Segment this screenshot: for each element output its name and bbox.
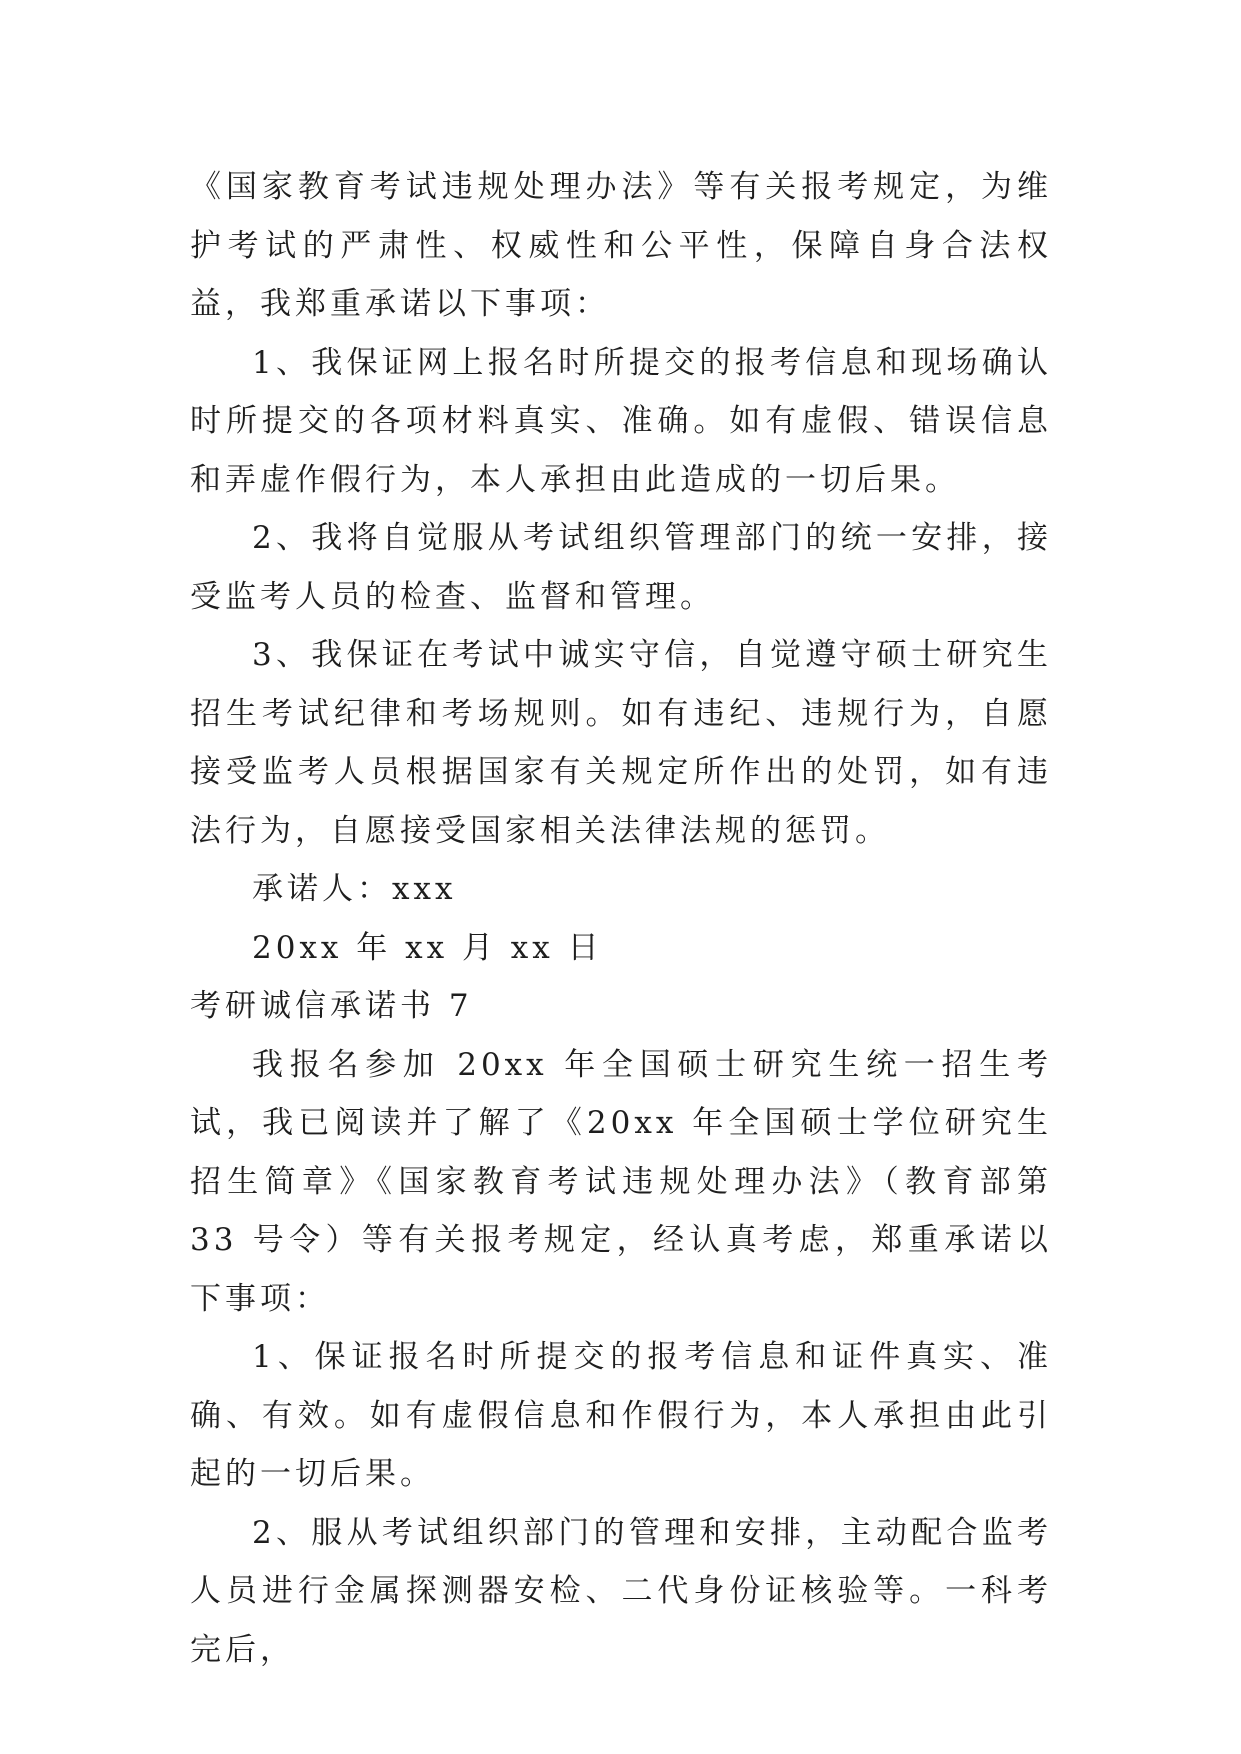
- section-heading: 考研诚信承诺书 7: [190, 988, 473, 1024]
- signer-line: 承诺人：xxx: [252, 871, 457, 907]
- document-body: [190, 158, 1052, 1679]
- date-line: 20xx 年 xx 月 xx 日: [252, 929, 603, 966]
- paragraph-7-item-1: 1、保证报名时所提交的报考信息和证件真实、准确、有效。如有虚假信息和作假行为，本人承担由此引起的一切后果。: [190, 1339, 1052, 1492]
- paragraph-item-3: 3、我保证在考试中诚实守信，自觉遵守硕士研究生招生考试纪律和考场规则。如有违纪、违规行为，自愿接受监考人员根据国家有关规定所作出的处罚，如有违法行为，自愿接受国家相关法律法规的惩罚。: [190, 637, 1052, 849]
- paragraph-7-item-2: 2、服从考试组织部门的管理和安排，主动配合监考人员进行金属探测器安检、二代身份证核验等。一科考完后，: [190, 1514, 1052, 1668]
- paragraph-intro-continued: 《国家教育考试违规处理办法》等有关报考规定，为维护考试的严肃性、权威性和公平性，保障自身合法权益，我郑重承诺以下事项：: [190, 169, 1052, 322]
- paragraph-item-2: 2、我将自觉服从考试组织管理部门的统一安排，接受监考人员的检查、监督和管理。: [190, 520, 1052, 615]
- paragraph-item-1: 1、我保证网上报名时所提交的报考信息和现场确认时所提交的各项材料真实、准确。如有虚假、错误信息和弄虚作假行为，本人承担由此造成的一切后果。: [190, 344, 1052, 498]
- paragraph-intro-7: 我报名参加 20xx 年全国硕士研究生统一招生考试，我已阅读并了解了《20xx 年全国硕士学位研究生招生简章》《国家教育考试违规处理办法》（教育部第 33 号令）等有关报考规定，经认真考虑，郑重承诺以下事项：: [190, 1046, 1052, 1317]
